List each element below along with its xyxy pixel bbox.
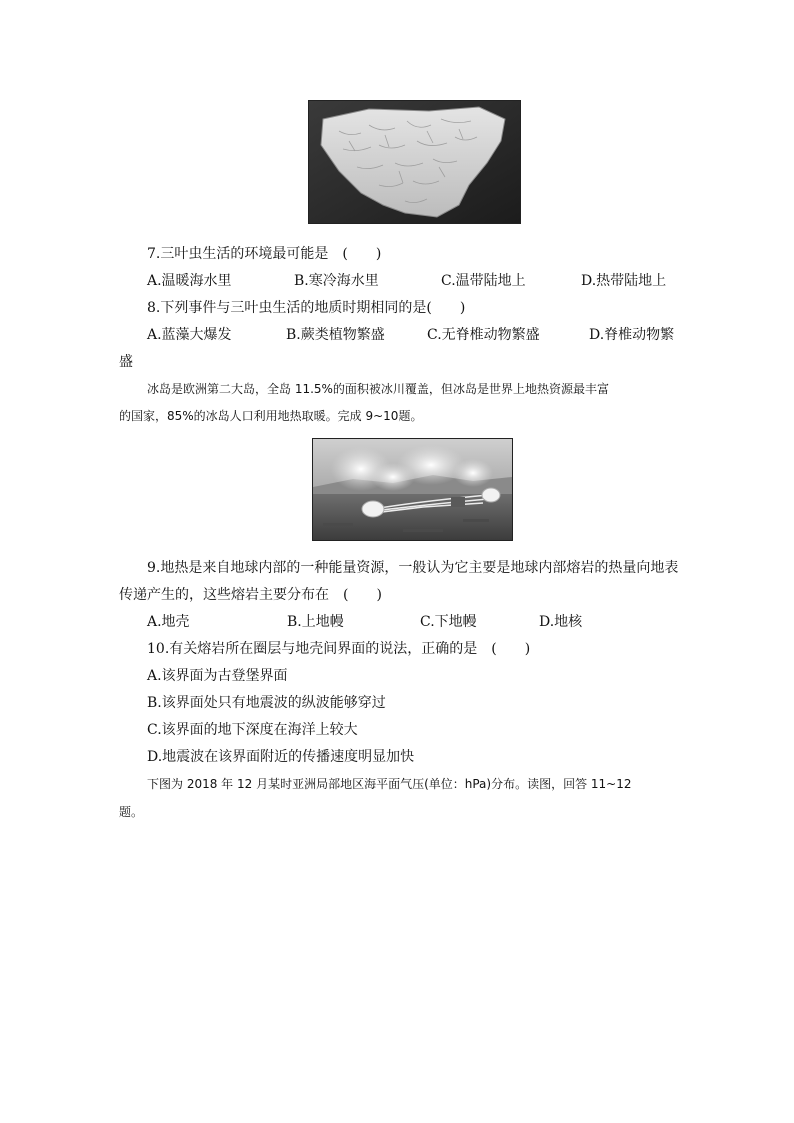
q10-option-d: D.地震波在该界面附近的传播速度明显加快 [147,749,415,765]
q9-option-d: D.地核 [539,614,583,630]
q10-option-b: B.该界面处只有地震波的纵波能够穿过 [147,695,386,711]
fossil-image [309,101,520,223]
q8-option-d: D.脊椎动物繁 [589,327,675,343]
q10-option-c: C.该界面的地下深度在海洋上较大 [147,722,358,738]
q10-option-a: A.该界面为古登堡界面 [147,668,288,684]
passage-pressure-line1: 下图为 2018 年 12 月某时亚洲局部地区海平面气压(单位：hPa)分布。读图，回答 11~12 [147,777,632,791]
q9-option-a: A.地壳 [147,614,190,630]
q8-option-b: B.蕨类植物繁盛 [286,327,385,343]
question-7-stem: 7.三叶虫生活的环境最可能是 ( ) [147,246,382,262]
geothermal-plant-photo [312,438,513,541]
q7-option-c: C.温带陆地上 [441,273,526,289]
q8-option-d-wrap: 盛 [119,354,133,370]
question-10-stem: 10.有关熔岩所在圈层与地壳间界面的说法，正确的是 ( ) [147,641,531,657]
question-9-stem-line2: 传递产生的，这些熔岩主要分布在 ( ) [119,587,382,603]
passage-iceland-line2: 的国家，85%的冰岛人口利用地热取暖。完成 9~10题。 [119,409,423,423]
question-9-stem-line1: 9.地热是来自地球内部的一种能量资源，一般认为它主要是地球内部熔岩的热量向地表 [147,560,679,576]
q8-option-a: A.蓝藻大爆发 [147,327,232,343]
q7-option-a: A.温暖海水里 [147,273,232,289]
q9-option-c: C.下地幔 [420,614,477,630]
q7-option-d: D.热带陆地上 [581,273,667,289]
passage-pressure-line2: 题。 [119,805,144,819]
q9-option-b: B.上地幔 [287,614,344,630]
question-8-stem: 8.下列事件与三叶虫生活的地质时期相同的是( ) [147,300,466,316]
trilobite-fossil-photo [308,100,521,224]
geothermal-image [313,439,512,540]
q8-option-c: C.无脊椎动物繁盛 [427,327,540,343]
passage-iceland-line1: 冰岛是欧洲第二大岛，全岛 11.5%的面积被冰川覆盖，但冰岛是世界上地热资源最丰富 [147,382,609,396]
q7-option-b: B.寒冷海水里 [294,273,379,289]
